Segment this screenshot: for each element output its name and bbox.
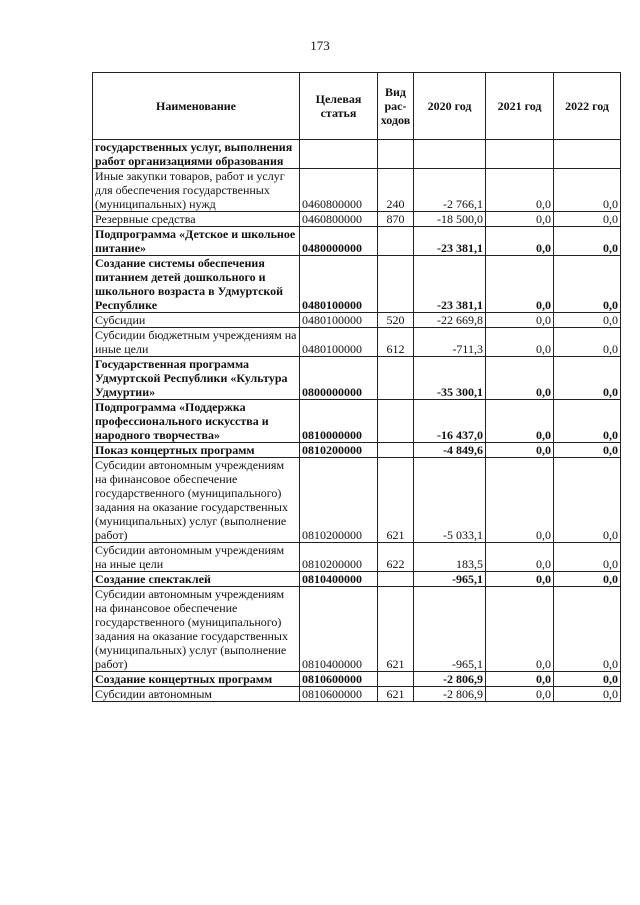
cell-2021: 0,0 xyxy=(486,357,554,400)
cell-2021: 0,0 xyxy=(486,572,554,587)
cell-2022: 0,0 xyxy=(554,587,621,672)
cell-2020: -23 381,1 xyxy=(414,256,486,313)
cell-2022: 0,0 xyxy=(554,256,621,313)
page-number: 173 xyxy=(310,38,330,53)
cell-2020: -23 381,1 xyxy=(414,227,486,256)
cell-2020: -2 806,9 xyxy=(414,687,486,702)
cell-expense-type xyxy=(378,256,414,313)
cell-name: Резервные средства xyxy=(93,212,300,227)
cell-expense-type: 870 xyxy=(378,212,414,227)
cell-2021: 0,0 xyxy=(486,587,554,672)
cell-expense-type: 520 xyxy=(378,313,414,328)
header-name: Наименование xyxy=(93,73,300,140)
cell-2020: -16 437,0 xyxy=(414,400,486,443)
table-row xyxy=(93,458,621,543)
cell-2021: 0,0 xyxy=(486,672,554,687)
cell-2022: 0,0 xyxy=(554,687,621,702)
cell-name: Субсидии xyxy=(93,313,300,328)
cell-2022: 0,0 xyxy=(554,443,621,458)
cell-2020: -5 033,1 xyxy=(414,458,486,543)
cell-2020: -4 849,6 xyxy=(414,443,486,458)
cell-target-article: 0810200000 xyxy=(300,458,378,543)
table-row xyxy=(93,169,621,212)
table-row xyxy=(93,357,621,400)
cell-target-article: 0800000000 xyxy=(300,357,378,400)
cell-expense-type: 612 xyxy=(378,328,414,357)
cell-target-article: 0810600000 xyxy=(300,687,378,702)
cell-2021: 0,0 xyxy=(486,543,554,572)
cell-expense-type xyxy=(378,572,414,587)
cell-2021: 0,0 xyxy=(486,328,554,357)
cell-expense-type: 240 xyxy=(378,169,414,212)
table-row xyxy=(93,400,621,443)
cell-2021: 0,0 xyxy=(486,256,554,313)
cell-target-article xyxy=(300,140,378,169)
cell-2021: 0,0 xyxy=(486,169,554,212)
cell-2020: -35 300,1 xyxy=(414,357,486,400)
cell-expense-type: 621 xyxy=(378,587,414,672)
cell-2020: 183,5 xyxy=(414,543,486,572)
cell-2021: 0,0 xyxy=(486,400,554,443)
cell-name: Подпрограмма «Детское и школьное питание» xyxy=(93,227,300,256)
table-row xyxy=(93,328,621,357)
table-body xyxy=(93,140,621,702)
cell-target-article: 0810400000 xyxy=(300,572,378,587)
cell-name: Государственная программа Удмуртской Республики «Культура Удмуртии» xyxy=(93,357,300,400)
cell-2021: 0,0 xyxy=(486,443,554,458)
table-row xyxy=(93,313,621,328)
cell-name: Субсидии бюджетным учреждениям на иные цели xyxy=(93,328,300,357)
cell-name: Создание концертных программ xyxy=(93,672,300,687)
cell-expense-type xyxy=(378,227,414,256)
cell-2020: -22 669,8 xyxy=(414,313,486,328)
cell-target-article: 0460800000 xyxy=(300,212,378,227)
cell-2021: 0,0 xyxy=(486,458,554,543)
cell-2021: 0,0 xyxy=(486,687,554,702)
cell-2022: 0,0 xyxy=(554,543,621,572)
cell-name: Субсидии автономным xyxy=(93,687,300,702)
table-row xyxy=(93,572,621,587)
cell-2021: 0,0 xyxy=(486,227,554,256)
cell-2022: 0,0 xyxy=(554,400,621,443)
table-row xyxy=(93,443,621,458)
cell-name: Создание системы обеспечения питанием детей дошкольного и школьного возраста в Удмуртской Республике xyxy=(93,256,300,313)
cell-expense-type xyxy=(378,672,414,687)
cell-target-article: 0480100000 xyxy=(300,313,378,328)
cell-2022: 0,0 xyxy=(554,357,621,400)
cell-2022: 0,0 xyxy=(554,458,621,543)
header-2020: 2020 год xyxy=(414,73,486,140)
cell-expense-type: 621 xyxy=(378,687,414,702)
cell-2022: 0,0 xyxy=(554,672,621,687)
table-row xyxy=(93,256,621,313)
cell-2021 xyxy=(486,140,554,169)
cell-2020: -2 806,9 xyxy=(414,672,486,687)
table-row xyxy=(93,140,621,169)
table-row xyxy=(93,672,621,687)
cell-expense-type: 622 xyxy=(378,543,414,572)
cell-name: Субсидии автономным учреждениям на финансовое обеспечение государственного (муниципального) задания на оказание государственных (муниципальных) услуг (выполнение работ) xyxy=(93,458,300,543)
cell-2020: -965,1 xyxy=(414,572,486,587)
cell-target-article: 0810400000 xyxy=(300,587,378,672)
table-row xyxy=(93,687,621,702)
cell-2021: 0,0 xyxy=(486,313,554,328)
cell-2020: -18 500,0 xyxy=(414,212,486,227)
cell-name: Субсидии автономным учреждениям на финансовое обеспечение государственного (муниципального) задания на оказание государственных (муниципальных) услуг (выполнение работ) xyxy=(93,587,300,672)
cell-target-article: 0480100000 xyxy=(300,328,378,357)
header-expense-type: Вид рас-ходов xyxy=(378,73,414,140)
header-2021: 2021 год xyxy=(486,73,554,140)
cell-2022 xyxy=(554,140,621,169)
cell-name: Показ концертных программ xyxy=(93,443,300,458)
cell-expense-type xyxy=(378,140,414,169)
cell-2020 xyxy=(414,140,486,169)
table-row xyxy=(93,227,621,256)
cell-2022: 0,0 xyxy=(554,227,621,256)
cell-2022: 0,0 xyxy=(554,313,621,328)
cell-expense-type: 621 xyxy=(378,458,414,543)
cell-target-article: 0810200000 xyxy=(300,443,378,458)
cell-name: государственных услуг, выполнения работ организациями образования xyxy=(93,140,300,169)
cell-2022: 0,0 xyxy=(554,169,621,212)
cell-name: Подпрограмма «Поддержка профессионального искусства и народного творчества» xyxy=(93,400,300,443)
cell-name: Создание спектаклей xyxy=(93,572,300,587)
cell-target-article: 0480000000 xyxy=(300,227,378,256)
cell-2020: -2 766,1 xyxy=(414,169,486,212)
cell-2021: 0,0 xyxy=(486,212,554,227)
header-2022: 2022 год xyxy=(554,73,621,140)
cell-2022: 0,0 xyxy=(554,328,621,357)
budget-table xyxy=(92,72,621,702)
table-row xyxy=(93,212,621,227)
cell-name: Иные закупки товаров, работ и услуг для обеспечения государственных (муниципальных) нужд xyxy=(93,169,300,212)
cell-expense-type xyxy=(378,443,414,458)
cell-target-article: 0480100000 xyxy=(300,256,378,313)
cell-expense-type xyxy=(378,357,414,400)
cell-expense-type xyxy=(378,400,414,443)
header-target-article: Целевая статья xyxy=(300,73,378,140)
cell-name: Субсидии автономным учреждениям на иные цели xyxy=(93,543,300,572)
cell-target-article: 0460800000 xyxy=(300,169,378,212)
cell-2022: 0,0 xyxy=(554,212,621,227)
table-row xyxy=(93,587,621,672)
cell-target-article: 0810600000 xyxy=(300,672,378,687)
table-row xyxy=(93,543,621,572)
table-header-row xyxy=(93,73,621,140)
cell-target-article: 0810200000 xyxy=(300,543,378,572)
cell-2020: -711,3 xyxy=(414,328,486,357)
cell-2020: -965,1 xyxy=(414,587,486,672)
cell-target-article: 0810000000 xyxy=(300,400,378,443)
cell-2022: 0,0 xyxy=(554,572,621,587)
